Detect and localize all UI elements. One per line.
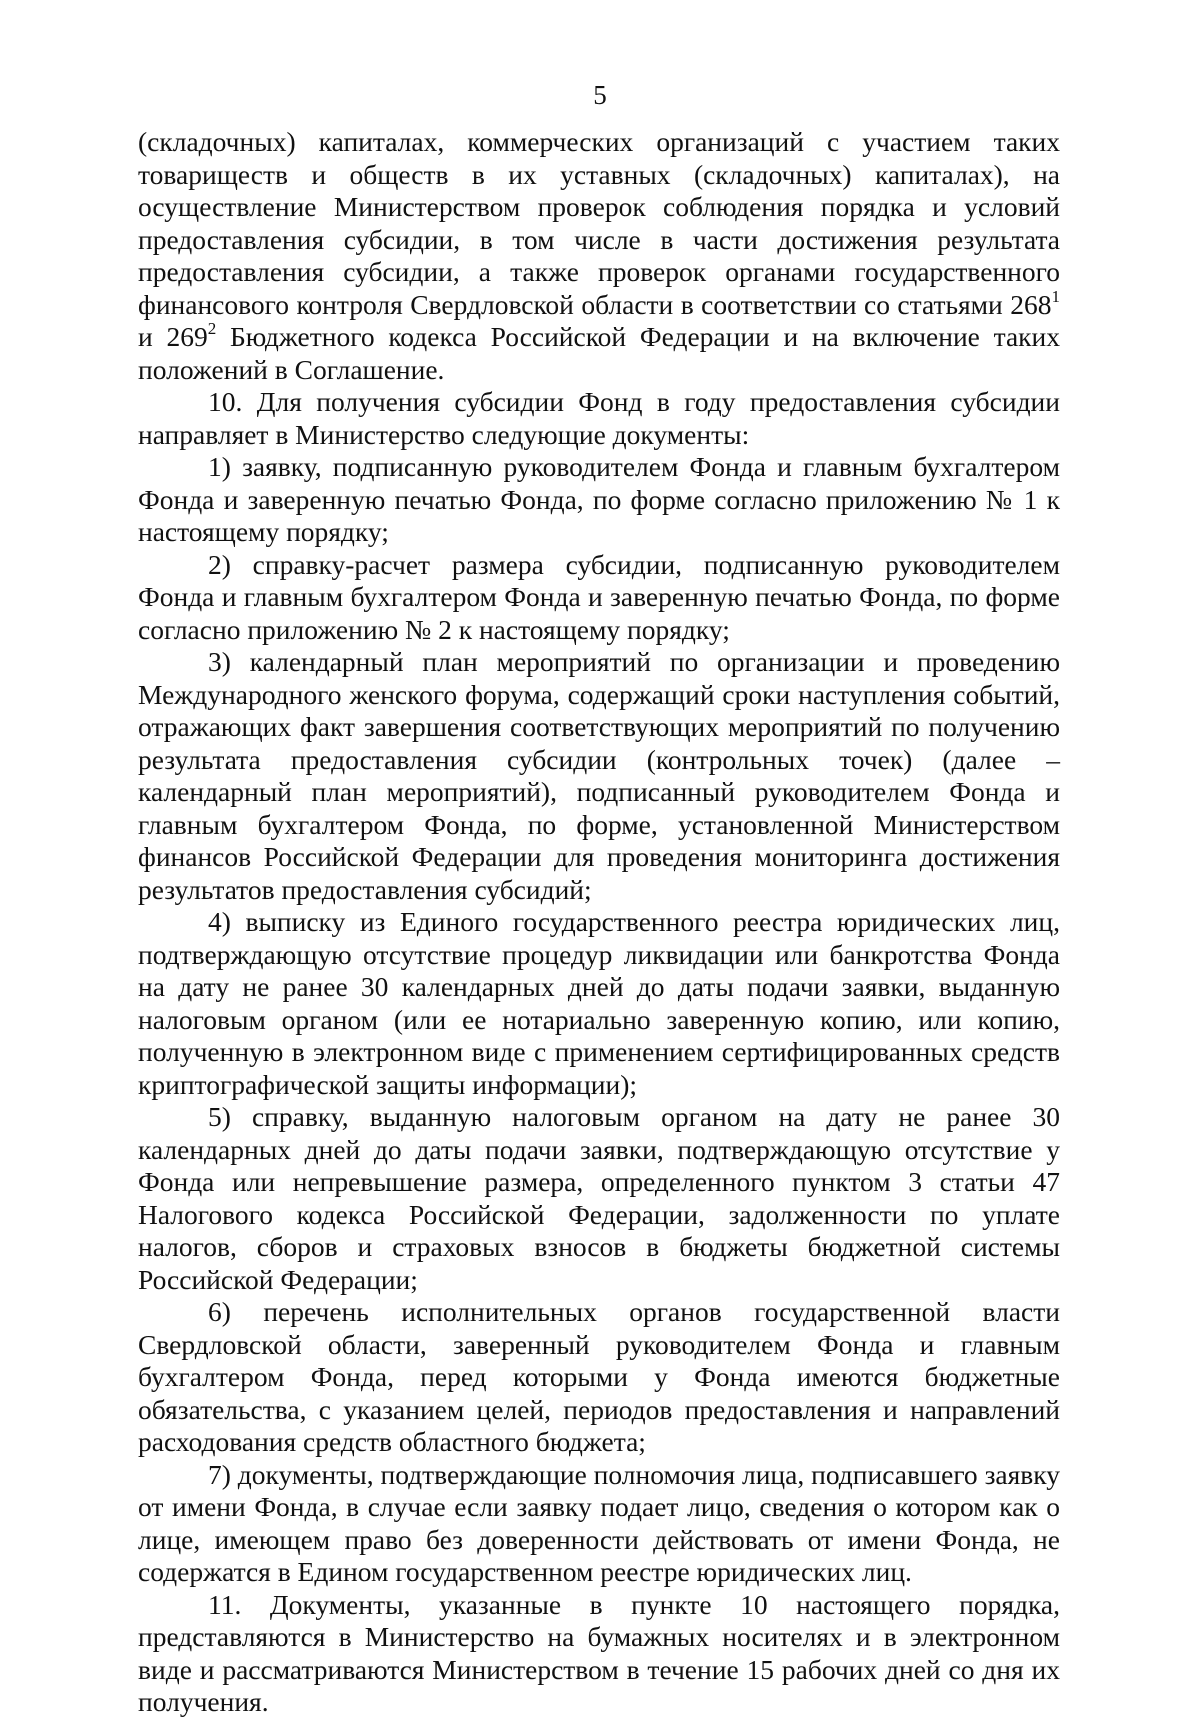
- article-269-superscript: 2: [207, 319, 217, 339]
- document-body: [138, 126, 1060, 1719]
- clause-10: 10. Для получения субсидии Фонд в году предоставления субсидии направляет в Министерство следующие документы:: [138, 386, 1060, 450]
- paragraph-continuation-tail: Бюджетного кодекса Российской Федерации и на включение таких положений в Соглашение.: [138, 321, 1061, 385]
- clause-10-item-6: 6) перечень исполнительных органов государственной власти Свердловской области, заверенный руководителем Фонда и главным бухгалтером Фонда, перед которыми у Фонда имеются бюджетные обязательства, с указанием целей, периодов предоставления и направлений расходования средств областного бюджета;: [138, 1296, 1060, 1457]
- clause-10-item-7: 7) документы, подтверждающие полномочия лица, подписавшего заявку от имени Фонда, в случае если заявку подает лицо, сведения о котором как о лице, имеющем право без доверенности действовать от имени Фонда, не содержатся в Едином государственном реестре юридических лиц.: [138, 1458, 1060, 1587]
- clause-10-item-5: 5) справку, выданную налоговым органом на дату не ранее 30 календарных дней до даты подачи заявки, подтверждающую отсутствие у Фонда или непревышение размера, определенного пунктом 3 статьи 47 Налогового кодекса Российской Федерации, задолженности по уплате налогов, сборов и страховых взносов в бюджеты бюджетной системы Российской Федерации;: [138, 1101, 1060, 1295]
- clause-10-item-3: 3) календарный план мероприятий по организации и проведению Международного женского форума, содержащий сроки наступления событий, отражающих факт завершения соответствующих мероприятий по получению результата предоставления субсидии (контрольных точек) (далее – календарный план мероприятий), подписанный руководителем Фонда и главным бухгалтером Фонда, по форме, установленной Министерством финансов Российской Федерации для проведения мониторинга достижения результатов предоставления субсидий;: [138, 646, 1060, 905]
- clause-10-item-1: 1) заявку, подписанную руководителем Фонда и главным бухгалтером Фонда и заверенную печатью Фонда, по форме согласно приложению № 1 к настоящему порядку;: [138, 451, 1060, 547]
- paragraph-continuation-text: (складочных) капиталах, коммерческих организаций с участием таких товариществ и обществ в их уставных (складочных) капиталах), на осуществление Министерством проверок соблюдения порядка и условий предоставления субсидии, в том числе в части достижения результата предоставления субсидии, а также проверок органами государственного финансового контроля Свердловской области в соответствии со статьями 268: [138, 126, 1060, 320]
- paragraph-continuation-mid: и 269: [138, 321, 208, 352]
- page-number: 5: [593, 80, 607, 110]
- clause-10-item-2: 2) справку-расчет размера субсидии, подписанную руководителем Фонда и главным бухгалтером Фонда и заверенную печатью Фонда, по форме согласно приложению № 2 к настоящему порядку;: [138, 548, 1060, 645]
- paragraph-continuation: [138, 126, 1060, 386]
- clause-10-item-4: 4) выписку из Единого государственного реестра юридических лиц, подтверждающую отсутствие процедур ликвидации или банкротства Фонда на дату не ранее 30 календарных дней до даты подачи заявки, выданную налоговым органом (или ее нотариально заверенную копию, или копию, полученную в электронном виде с применением сертифицированных средств криптографической защиты информации);: [138, 906, 1060, 1100]
- article-268-superscript: 1: [1051, 286, 1060, 306]
- clause-11: 11. Документы, указанные в пункте 10 настоящего порядка, представляются в Министерство на бумажных носителях и в электронном виде и рассматриваются Министерством в течение 15 рабочих дней со дня их получения.: [138, 1588, 1060, 1717]
